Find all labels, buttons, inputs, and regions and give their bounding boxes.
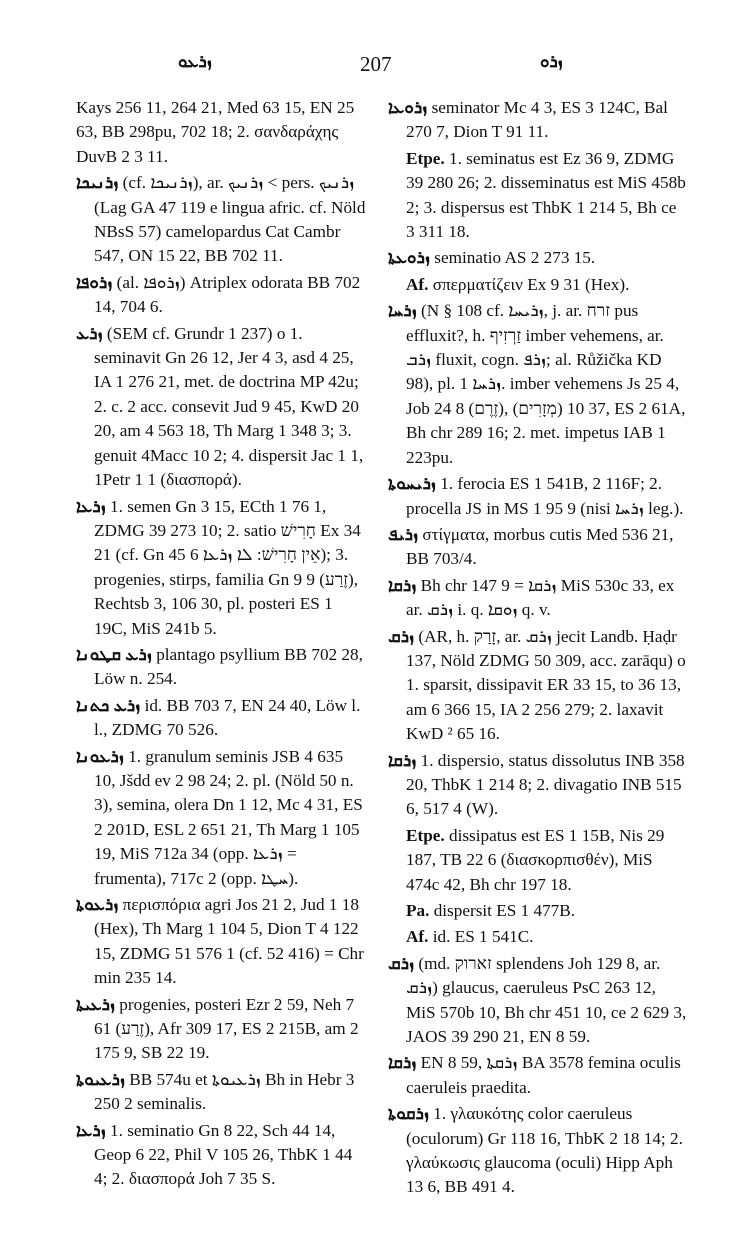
entry-text: progenies, posteri Ezr 2 59, Neh 7 61 (זֶרַע), Afr 309 17, ES 2 215B, am 2 175 9, SB 22 19. [94, 994, 359, 1063]
entry-text: στίγματα, morbus cutis Med 536 21, BB 703/4. [406, 524, 674, 569]
entry-text: περισπόρια agri Jos 21 2, Jud 1 18 (Hex), Th Marg 1 104 5, Dion T 4 122 15, ZDMG 51 576 1 (cf. 52 416) = Chr min 235 14. [94, 895, 364, 988]
entry-headword: ܙܪܢܝܟܐ [76, 173, 119, 193]
entry-headword: ܙܪܥܐ [76, 1120, 106, 1140]
entry-headword: ܙܪܩܘܬܐ [388, 1104, 429, 1124]
entry-headword: ܙܪܩܐ [388, 575, 417, 595]
dictionary-entry [76, 96, 366, 169]
entry-headword: ܙܪܩܐ [388, 1053, 417, 1073]
dictionary-entry [388, 749, 688, 822]
running-head-right-word: ܙܪܘ [540, 52, 563, 71]
entry-text: (N § 108 cf. ܙܪܝܚܐ, j. ar. זרח pus effluxit?, h. זַרְזִיף imber vehemens, ar. ܙܪܒ fluxit, cogn. ܙܪܦ; al. Růžička KD 98), pl. ܙܪܚܐ 1. imber vehemens Js 25 4, Job 24 8 (זֶרֶם), 37 10 (מְזָרִים), ES 2 61A, Bh chr 289 16; 2. met. impetus IAB 1 223pu. [406, 301, 686, 467]
dictionary-entry [388, 925, 688, 949]
entry-stem-label: Af. [406, 274, 429, 294]
entry-stem-label: Pa. [406, 901, 430, 920]
entry-text: (SEM cf. Grundr 1 237) o 1. seminavit Gn 26 12, Jer 4 3, asd 4 25, IA 1 276 21, met. de doctrina MP 42u; 2. c. 2 acc. consevit Jud 9 45, KwD 20 20, am 4 563 18, Th Marg 1 348 3; 3. genuit 4Macc 10 2; 4. dispersit Jac 1 1, 1Petr 1 1 (διασπορά). [94, 323, 364, 490]
dictionary-entry [76, 694, 366, 743]
entry-text: 1. semen Gn 3 15, ECth 1 76 1, ZDMG 39 273 10; 2. satio חָרִישׁ Ex 34 21 (cf. Gn 45 6 אֵין חָרִישׁ: ܠܐ ܙܪܥܐ); 3. progenies, stirps, familia Gn 9 9 (זֶרַע), Rechtsb 3, 106 30, pl. posteri ES 1 19C, MiS 241b 5. [94, 496, 361, 638]
entry-headword: ܙܪܥܘܬܐ [76, 895, 119, 914]
entry-text: 1. ferocia ES 1 541B, 2 116F; 2. procella JS in MS 1 95 9 (nisi ܙܪܚܐ leg.). [406, 474, 684, 518]
entry-text: BB 574u et ܙܪܥܝܘܬܐ Bh in Hebr 3 250 2 seminalis. [94, 1069, 355, 1114]
entry-text: id. BB 703 7, EN 24 40, Löw l. l., ZDMG 70 526. [94, 695, 361, 740]
entry-headword: ܙܪܩ [388, 626, 415, 646]
page-number: 207 [360, 52, 392, 76]
dictionary-entry [76, 495, 366, 641]
right-column [388, 96, 688, 1202]
entry-text: seminator Mc 4 3, ES 3 124C, Bal 270 7, Dion T 91 11. [406, 98, 668, 142]
entry-text: id. ES 1 541C. [432, 927, 534, 947]
dictionary-entry [388, 273, 688, 297]
entry-headword: ܙܪܘܥܬܐ [388, 248, 430, 268]
entry-text: 1. granulum seminis JSB 4 635 10, Jšdd ev 2 98 24; 2. pl. (Nöld 50 n. 3), semina, olera Dn 1 12, Mc 4 31, ES 2 201D, ESL 2 651 21, Th Marg 1 105 19, MiS 712a 34 (opp. ܙܪܥܐ = frumenta), 717c 2 (opp. ܚܛܐ). [94, 746, 363, 888]
entry-headword: ܙܪܥܐ [76, 496, 106, 516]
dictionary-entry [388, 96, 688, 145]
running-head [70, 52, 680, 82]
entry-text: σπερματίζειν Ex 9 31 (Hex). [432, 274, 630, 294]
entry-text: seminatio AS 2 273 15. [434, 248, 596, 268]
entry-text: 1. dispersio, status dissolutus INB 358 20, ThbK 1 214 8; 2. divagatio INB 515 6, 517 4 (W). [406, 750, 685, 819]
dictionary-entry [388, 574, 688, 623]
left-column [76, 96, 366, 1194]
dictionary-entry [388, 952, 688, 1050]
entry-text: (md. זארוק splendens Joh 129 8, ar. ܙܪܩ) glaucus, caeruleus PsC 263 12, MiS 570b 10, Bh chr 451 10, ce 2 629 3, JAOS 39 290 21, EN 8 59. [406, 953, 687, 1047]
dictionary-entry [76, 171, 366, 269]
dictionary-entry [388, 147, 688, 245]
dictionary-entry [388, 1102, 688, 1200]
entry-text: 1. γλαυκότης color caeruleus (oculorum) Gr 118 16, ThbK 2 18 14; 2. γλαύκωσις glaucoma (oculi) Hipp Aph 13 6, BB 491 4. [406, 1104, 683, 1197]
entry-headword: ܙܪܘܥܐ [388, 98, 428, 117]
entry-text: plantago psyllium BB 702 28, Löw n. 254. [94, 644, 363, 689]
entry-headword: ܙܪܥ ܟܬܢܐ [76, 695, 141, 715]
entry-headword: ܙܪܥܘܢܐ [76, 746, 124, 766]
entry-text: EN 8 59, ܙܪܩܬܐ BA 3578 femina oculis caeruleis praedita. [406, 1053, 681, 1097]
running-head-left-word: ܙܪܥܘ [178, 52, 212, 71]
dictionary-entry [388, 824, 688, 897]
dictionary-entry [388, 1051, 688, 1100]
dictionary-entry [388, 625, 688, 747]
entry-text: Bh chr 147 9 = ܙܪܩܐ MiS 530c 33, ex ar. ܙܪܩ i. q. ܙܘܩܐ q. v. [406, 575, 675, 620]
dictionary-entry [388, 246, 688, 270]
entry-headword: ܙܪܩ [388, 953, 415, 973]
dictionary-entry [388, 299, 688, 470]
entry-headword: ܙܪܝܦ [388, 524, 419, 544]
entry-headword: ܙܪܩܐ [388, 750, 417, 770]
dictionary-entry [76, 271, 366, 320]
entry-text: Kays 256 11, 264 21, Med 63 15, EN 25 63, BB 298pu, 702 18; 2. σανδαράχης DuvB 2 3 11. [76, 98, 355, 166]
dictionary-entry [76, 1068, 366, 1117]
entry-headword: ܙܪܥܝܬܐ [76, 994, 115, 1014]
entry-text: (al. ܙܪܘܦܐ) Atriplex odorata BB 702 14, 704 6. [94, 272, 361, 317]
dictionary-entry [76, 745, 366, 891]
entry-headword: ܙܪܥ ܩܛܘܢܐ [76, 644, 152, 664]
dictionary-entry [76, 893, 366, 991]
entry-headword: ܙܪܚܐ [388, 301, 417, 321]
entry-headword: ܙܪܘܦܐ [76, 272, 113, 292]
entry-headword: ܙܪܥ [76, 323, 103, 343]
entry-text: (cf. ܙܪܢܝܟܐ), ar. ܙܪܢܝܟ < pers. ܙܪܢܝܟ (Lag GA 47 119 e lingua afric. cf. Nöld NBsS 57) camelopardus Cat Cambr 547, ON 15 22, BB 702 11. [94, 173, 366, 266]
entry-text: dissipatus est ES 1 15B, Nis 29 187, TB 22 6 (διασκορπισθέν), MiS 474c 42, Bh chr 197 18. [406, 825, 665, 894]
entry-text: dispersit ES 1 477B. [433, 901, 576, 920]
dictionary-entry [76, 643, 366, 692]
entry-stem-label: Af. [406, 927, 429, 947]
entry-stem-label: Etpe. [406, 825, 445, 845]
entry-stem-label: Etpe. [406, 148, 445, 168]
dictionary-entry [76, 1119, 366, 1192]
entry-headword: ܙܪܥܝܘܬܐ [76, 1069, 125, 1089]
dictionary-entry [388, 523, 688, 572]
dictionary-entry [388, 899, 688, 923]
entry-text: 1. seminatus est Ez 36 9, ZDMG 39 280 26; 2. disseminatus est MiS 458b 2; 3. dispersus est ThbK 1 214 5, Bh ce 3 311 18. [406, 148, 686, 242]
dictionary-entry [76, 993, 366, 1066]
entry-text: 1. seminatio Gn 8 22, Sch 44 14, Geop 6 22, Phil V 105 26, ThbK 1 44 4; 2. διασπορά Joh 7 35 S. [94, 1120, 353, 1189]
dictionary-entry [388, 472, 688, 521]
entry-headword: ܙܪܝܚܘܬܐ [388, 474, 436, 494]
entry-text: (AR, h. זָרַק, ar. ܙܪܩ jecit Landb. Ḥaḍr 137, Nöld ZDMG 50 309, acc. zarāqu) o 1. sparsit, dissipavit ER 33 15, to 36 13, am 6 366 15, IA 2 256 279; 2. laxavit KwD ² 65 16. [406, 626, 686, 744]
dictionary-entry [76, 322, 366, 493]
